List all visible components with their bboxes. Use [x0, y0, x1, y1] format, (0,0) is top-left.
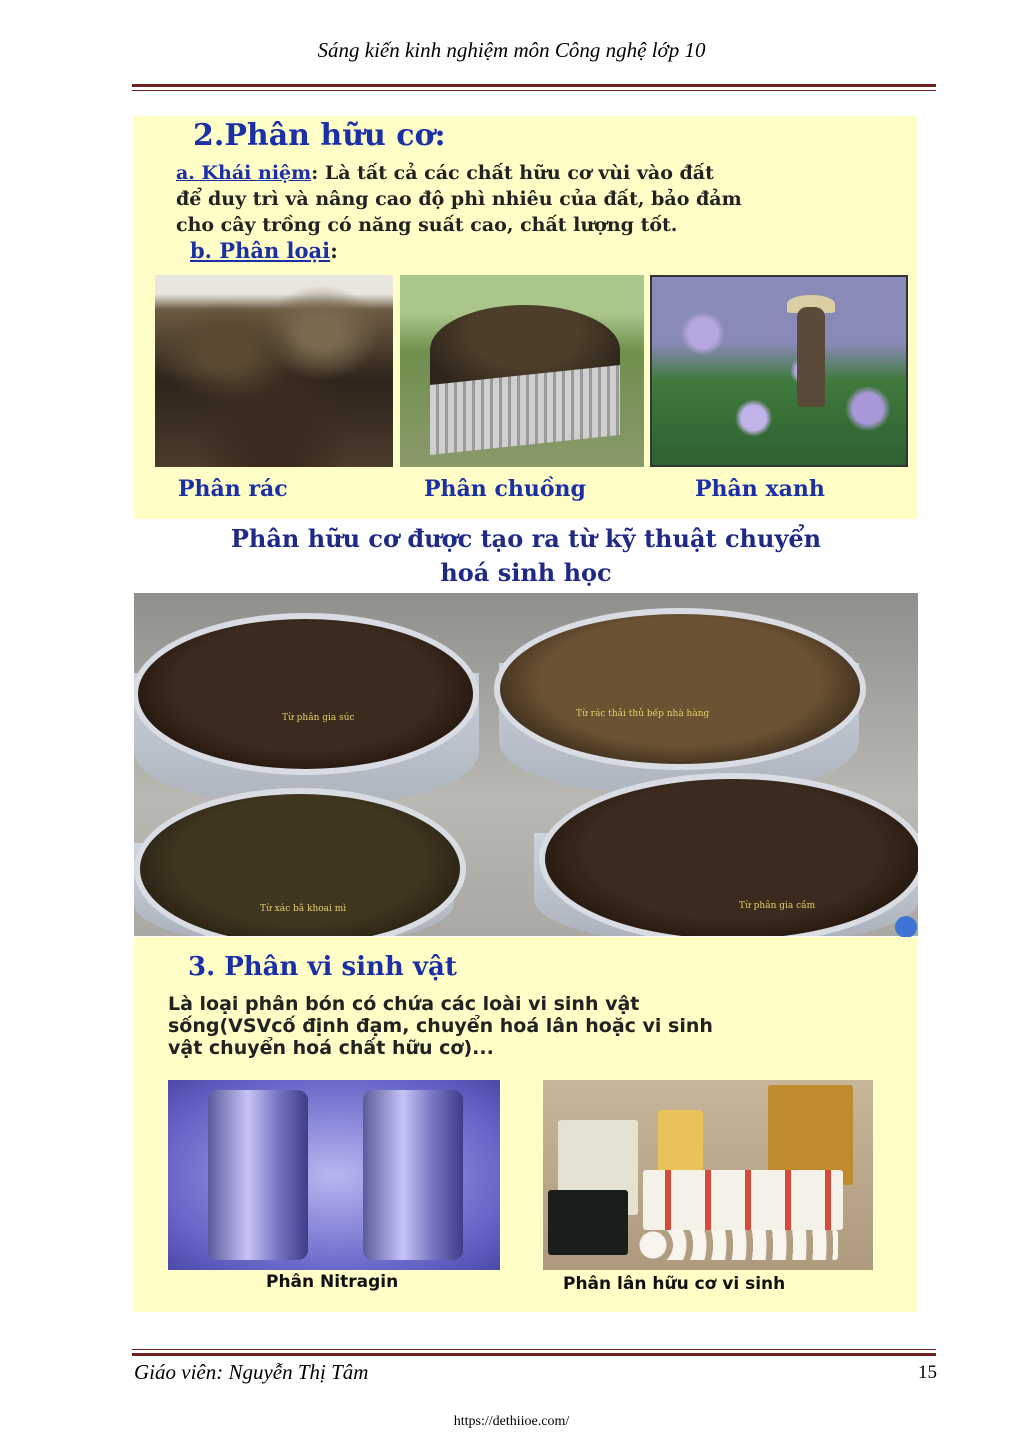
tub-label-2: Từ rác thải thủ bếp nhà hàng [576, 709, 710, 719]
caption-phan-chuong: Phân chuồng [424, 476, 586, 502]
concept-text-3: cho cây trồng có năng suất cao, chất lượng tốt. [176, 214, 678, 236]
caption-phan-xanh: Phân xanh [695, 476, 825, 502]
caption-phan-rac: Phân rác [178, 476, 288, 502]
header-rule [132, 84, 936, 87]
package-dark [548, 1190, 628, 1255]
farmer-figure [797, 307, 825, 407]
section3-text-3: vật chuyển hoá chất hữu cơ)... [168, 1037, 494, 1059]
jars-row [638, 1230, 838, 1260]
section2-title: 2.Phân hữu cơ: [193, 118, 446, 153]
page-header-title: Sáng kiến kinh nghiệm môn Công nghệ lớp 10 [317, 38, 706, 62]
tub-label-1: Từ phân gia súc [282, 713, 355, 723]
tub-label-3: Từ xác bã khoai mì [260, 904, 347, 914]
concept-text-1: : Là tất cả các chất hữu cơ vùi vào đất [311, 162, 714, 184]
bio-phosphate-photo [543, 1080, 873, 1270]
vial-right [363, 1090, 463, 1260]
tub-4 [539, 773, 918, 936]
header-rule-thin [132, 90, 936, 91]
compost-tubs-photo [134, 593, 918, 936]
section3-paragraph [168, 993, 908, 1059]
concept-paragraph [176, 160, 896, 238]
concept-text-2: để duy trì và nâng cao độ phì nhiêu của đất, bảo đảm [176, 188, 742, 210]
tub-1 [134, 613, 479, 775]
section3-title: 3. Phân vi sinh vật [188, 952, 457, 982]
classify-label: b. Phân loại [190, 238, 331, 263]
concept-label: a. Khái niệm [176, 162, 312, 184]
footer-author: Giáo viên: Nguyễn Thị Tâm [134, 1360, 369, 1384]
decorative-dot [895, 916, 917, 938]
footer-url-link[interactable]: https://dethiioe.com/ [453, 1414, 570, 1429]
section3-text-1: Là loại phân bón có chứa các loài vi sinh vật [168, 993, 640, 1015]
bottles-row [643, 1170, 843, 1230]
biotech-line-2: hoá sinh học [440, 558, 612, 587]
tub-label-4: Từ phân gia cầm [739, 901, 816, 911]
biotech-heading [134, 522, 918, 590]
biotech-line-1: Phân hữu cơ được tạo ra từ kỹ thuật chuyển [230, 524, 822, 553]
caption-phan-lan: Phân lân hữu cơ vi sinh [563, 1274, 786, 1294]
manure-photo [400, 275, 644, 467]
footer-rule [132, 1353, 936, 1356]
green-manure-photo [650, 275, 908, 467]
caption-nitragin: Phân Nitragin [266, 1272, 399, 1292]
compost-photo [155, 275, 393, 467]
classify-colon: : [330, 238, 338, 263]
footer-rule-thin [132, 1349, 936, 1350]
classify-heading [190, 238, 338, 264]
nitragin-photo [168, 1080, 500, 1270]
section3-text-2: sống(VSVcố định đạm, chuyển hoá lân hoặc vi sinh [168, 1015, 713, 1037]
tub-2 [494, 608, 866, 770]
vial-left [208, 1090, 308, 1260]
page-number: 15 [918, 1362, 937, 1383]
